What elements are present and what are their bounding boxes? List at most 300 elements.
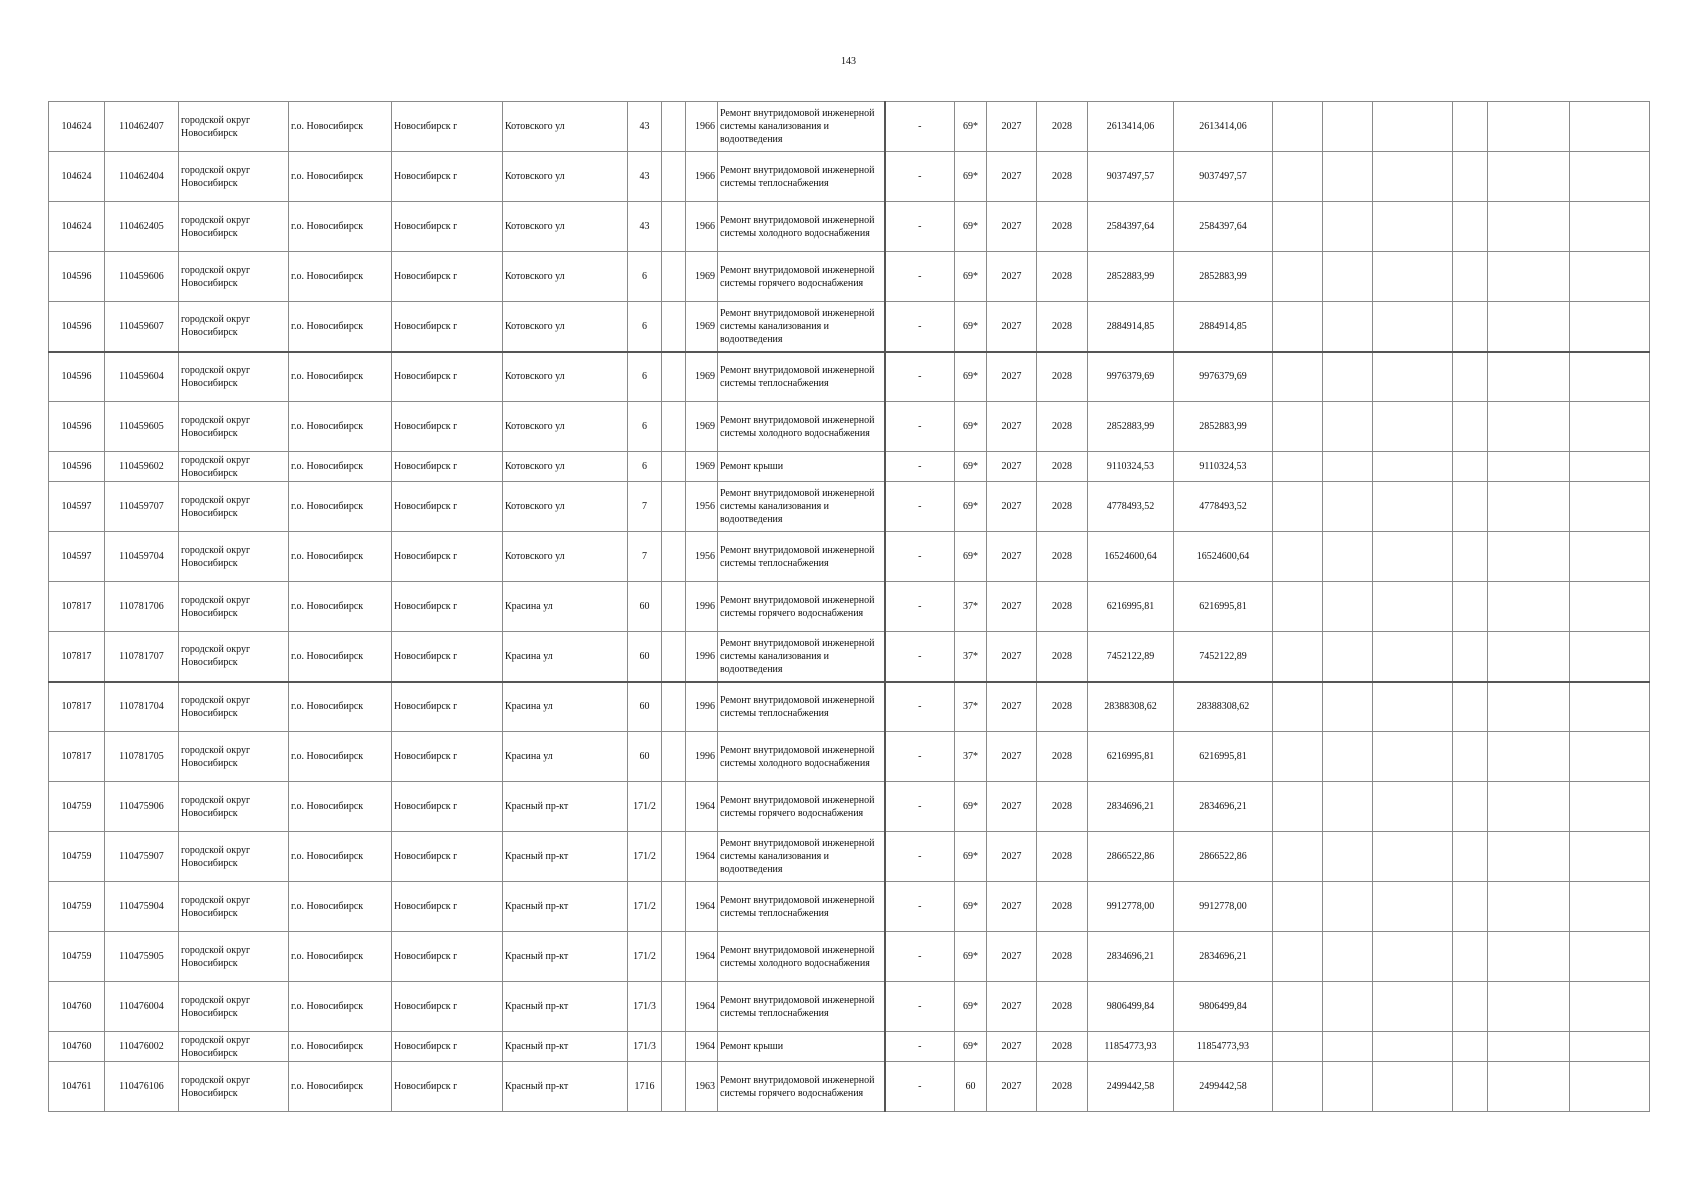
cell-empty — [1273, 402, 1323, 452]
cell-house-id: 104624 — [49, 152, 105, 202]
cell-start-year: 2027 — [987, 732, 1037, 782]
cell-house-number: 171/2 — [628, 932, 662, 982]
cell-empty — [1570, 732, 1650, 782]
cell-house-number: 7 — [628, 482, 662, 532]
cell-empty — [1453, 202, 1488, 252]
cell-empty — [1323, 352, 1373, 402]
cell-house-id: 104759 — [49, 932, 105, 982]
cell-municipal-district: г.о. Новосибирск — [289, 732, 392, 782]
cell-cost: 2852883,99 — [1088, 402, 1174, 452]
cell-cost: 2884914,85 — [1088, 302, 1174, 352]
cell-empty — [1570, 302, 1650, 352]
cell-wear-percent: 37* — [955, 682, 987, 732]
cell-empty — [1488, 1062, 1570, 1112]
cell-empty — [1453, 682, 1488, 732]
cell-end-year: 2028 — [1037, 982, 1088, 1032]
cell-empty — [1373, 152, 1453, 202]
cell-end-year: 2028 — [1037, 1062, 1088, 1112]
cell-house-id: 104624 — [49, 102, 105, 152]
cell-street: Красина ул — [503, 632, 628, 682]
cell-work-id: 110781707 — [105, 632, 179, 682]
cell-build-year: 1964 — [686, 1032, 718, 1062]
cell-end-year: 2028 — [1037, 682, 1088, 732]
cell-work-type: Ремонт внутридомовой инженерной системы холодного водоснабжения — [718, 402, 885, 452]
cell-empty — [1488, 202, 1570, 252]
cell-build-year: 1966 — [686, 202, 718, 252]
cell-wear-percent: 69* — [955, 302, 987, 352]
cell-house-id: 104760 — [49, 1032, 105, 1062]
cell-municipal-district: г.о. Новосибирск — [289, 982, 392, 1032]
cell-end-year: 2028 — [1037, 732, 1088, 782]
cell-municipal-district: г.о. Новосибирск — [289, 532, 392, 582]
cell-work-id: 110459604 — [105, 352, 179, 402]
cell-city: Новосибирск г — [392, 1032, 503, 1062]
cell-empty — [1570, 452, 1650, 482]
cell-street: Красина ул — [503, 582, 628, 632]
cell-work-id: 110781704 — [105, 682, 179, 732]
cell-build-year: 1964 — [686, 832, 718, 882]
cell-empty — [1323, 632, 1373, 682]
cell-empty — [1323, 582, 1373, 632]
cell-work-id: 110475906 — [105, 782, 179, 832]
cell-cost: 2852883,99 — [1088, 252, 1174, 302]
cell-house-id: 104759 — [49, 882, 105, 932]
cell-build-year: 1966 — [686, 152, 718, 202]
cell-empty — [1273, 582, 1323, 632]
table-row — [49, 532, 1650, 582]
cell-municipality: городской округ Новосибирск — [179, 452, 289, 482]
cell-cost: 6216995,81 — [1088, 582, 1174, 632]
cell-street: Котовского ул — [503, 152, 628, 202]
cell-house-id: 104596 — [49, 252, 105, 302]
cell-dash-value: - — [885, 982, 955, 1032]
cell-empty — [1453, 732, 1488, 782]
cell-work-type: Ремонт внутридомовой инженерной системы горячего водоснабжения — [718, 252, 885, 302]
cell-house-number: 6 — [628, 302, 662, 352]
cell-empty — [1273, 532, 1323, 582]
cell-house-id: 104596 — [49, 302, 105, 352]
cell-dash-value: - — [885, 782, 955, 832]
cell-house-number: 43 — [628, 102, 662, 152]
cell-city: Новосибирск г — [392, 352, 503, 402]
cell-city: Новосибирск г — [392, 152, 503, 202]
cell-start-year: 2027 — [987, 452, 1037, 482]
cell-work-id: 110475907 — [105, 832, 179, 882]
cell-empty — [1453, 402, 1488, 452]
cell-build-year: 1996 — [686, 582, 718, 632]
cell-dash-value: - — [885, 682, 955, 732]
cell-house-id: 104596 — [49, 352, 105, 402]
cell-empty — [1570, 632, 1650, 682]
cell-empty — [1570, 782, 1650, 832]
cell-dash-value: - — [885, 582, 955, 632]
cell-empty — [1323, 782, 1373, 832]
cell-empty — [1323, 682, 1373, 732]
cell-empty — [1323, 302, 1373, 352]
cell-street: Красный пр-кт — [503, 1062, 628, 1112]
cell-work-id: 110459605 — [105, 402, 179, 452]
cell-total-cost: 2884914,85 — [1174, 302, 1273, 352]
cell-empty — [1453, 452, 1488, 482]
cell-start-year: 2027 — [987, 102, 1037, 152]
cell-empty — [1570, 252, 1650, 302]
cell-start-year: 2027 — [987, 482, 1037, 532]
cell-empty — [1273, 252, 1323, 302]
cell-building — [662, 882, 686, 932]
cell-empty — [1323, 202, 1373, 252]
cell-wear-percent: 69* — [955, 982, 987, 1032]
cell-building — [662, 982, 686, 1032]
cell-work-id: 110459607 — [105, 302, 179, 352]
cell-house-number: 43 — [628, 202, 662, 252]
cell-cost: 7452122,89 — [1088, 632, 1174, 682]
table-row — [49, 682, 1650, 732]
table-row — [49, 152, 1650, 202]
cell-dash-value: - — [885, 1032, 955, 1062]
cell-empty — [1488, 252, 1570, 302]
cell-street: Котовского ул — [503, 402, 628, 452]
cell-street: Котовского ул — [503, 202, 628, 252]
cell-work-id: 110476002 — [105, 1032, 179, 1062]
cell-start-year: 2027 — [987, 352, 1037, 402]
cell-empty — [1323, 452, 1373, 482]
table-row — [49, 832, 1650, 882]
cell-build-year: 1963 — [686, 1062, 718, 1112]
cell-empty — [1273, 982, 1323, 1032]
cell-empty — [1323, 882, 1373, 932]
cell-wear-percent: 69* — [955, 452, 987, 482]
cell-start-year: 2027 — [987, 532, 1037, 582]
cell-empty — [1373, 682, 1453, 732]
table-row — [49, 1062, 1650, 1112]
cell-empty — [1488, 882, 1570, 932]
cell-empty — [1273, 302, 1323, 352]
cell-build-year: 1966 — [686, 102, 718, 152]
cell-house-number: 171/3 — [628, 982, 662, 1032]
cell-building — [662, 1062, 686, 1112]
cell-build-year: 1969 — [686, 302, 718, 352]
cell-empty — [1323, 982, 1373, 1032]
cell-empty — [1570, 202, 1650, 252]
cell-empty — [1488, 532, 1570, 582]
page-number: 143 — [841, 56, 856, 67]
cell-city: Новосибирск г — [392, 982, 503, 1032]
cell-house-id: 107817 — [49, 732, 105, 782]
cell-building — [662, 202, 686, 252]
cell-empty — [1373, 982, 1453, 1032]
table-row — [49, 102, 1650, 152]
cell-build-year: 1964 — [686, 782, 718, 832]
cell-total-cost: 16524600,64 — [1174, 532, 1273, 582]
cell-cost: 2584397,64 — [1088, 202, 1174, 252]
cell-end-year: 2028 — [1037, 632, 1088, 682]
cell-empty — [1373, 732, 1453, 782]
cell-building — [662, 452, 686, 482]
cell-building — [662, 482, 686, 532]
cell-empty — [1570, 402, 1650, 452]
cell-building — [662, 1032, 686, 1062]
cell-total-cost: 9912778,00 — [1174, 882, 1273, 932]
cell-dash-value: - — [885, 532, 955, 582]
cell-municipal-district: г.о. Новосибирск — [289, 932, 392, 982]
cell-municipality: городской округ Новосибирск — [179, 102, 289, 152]
cell-street: Красный пр-кт — [503, 982, 628, 1032]
cell-total-cost: 2834696,21 — [1174, 782, 1273, 832]
cell-house-id: 104597 — [49, 532, 105, 582]
cell-municipal-district: г.о. Новосибирск — [289, 252, 392, 302]
cell-wear-percent: 69* — [955, 1032, 987, 1062]
cell-total-cost: 9110324,53 — [1174, 452, 1273, 482]
cell-house-id: 107817 — [49, 682, 105, 732]
cell-work-id: 110781706 — [105, 582, 179, 632]
cell-empty — [1453, 252, 1488, 302]
table-row — [49, 252, 1650, 302]
cell-empty — [1373, 1032, 1453, 1062]
cell-empty — [1373, 1062, 1453, 1112]
cell-empty — [1488, 302, 1570, 352]
cell-end-year: 2028 — [1037, 832, 1088, 882]
cell-municipality: городской округ Новосибирск — [179, 1032, 289, 1062]
cell-street: Котовского ул — [503, 452, 628, 482]
cell-empty — [1570, 1032, 1650, 1062]
cell-municipal-district: г.о. Новосибирск — [289, 1062, 392, 1112]
cell-building — [662, 782, 686, 832]
cell-house-id: 104759 — [49, 782, 105, 832]
cell-house-id: 107817 — [49, 582, 105, 632]
cell-start-year: 2027 — [987, 882, 1037, 932]
cell-municipal-district: г.о. Новосибирск — [289, 352, 392, 402]
cell-cost: 9912778,00 — [1088, 882, 1174, 932]
cell-empty — [1488, 632, 1570, 682]
cell-street: Красный пр-кт — [503, 1032, 628, 1062]
cell-build-year: 1956 — [686, 482, 718, 532]
cell-building — [662, 932, 686, 982]
cell-house-id: 104759 — [49, 832, 105, 882]
table-row — [49, 1032, 1650, 1062]
cell-city: Новосибирск г — [392, 1062, 503, 1112]
cell-street: Котовского ул — [503, 482, 628, 532]
cell-municipality: городской округ Новосибирск — [179, 532, 289, 582]
cell-municipal-district: г.о. Новосибирск — [289, 482, 392, 532]
cell-wear-percent: 69* — [955, 252, 987, 302]
cell-cost: 11854773,93 — [1088, 1032, 1174, 1062]
cell-empty — [1273, 1032, 1323, 1062]
cell-work-type: Ремонт внутридомовой инженерной системы теплоснабжения — [718, 152, 885, 202]
cell-municipality: городской округ Новосибирск — [179, 882, 289, 932]
cell-building — [662, 152, 686, 202]
cell-municipal-district: г.о. Новосибирск — [289, 302, 392, 352]
cell-total-cost: 2584397,64 — [1174, 202, 1273, 252]
cell-work-id: 110459704 — [105, 532, 179, 582]
cell-empty — [1570, 482, 1650, 532]
cell-empty — [1453, 482, 1488, 532]
cell-work-type: Ремонт внутридомовой инженерной системы теплоснабжения — [718, 882, 885, 932]
cell-empty — [1323, 1032, 1373, 1062]
cell-empty — [1373, 252, 1453, 302]
cell-empty — [1570, 1062, 1650, 1112]
cell-empty — [1570, 582, 1650, 632]
table-row — [49, 582, 1650, 632]
cell-empty — [1453, 532, 1488, 582]
cell-start-year: 2027 — [987, 402, 1037, 452]
table-row — [49, 482, 1650, 532]
cell-building — [662, 532, 686, 582]
cell-municipality: городской округ Новосибирск — [179, 202, 289, 252]
cell-total-cost: 7452122,89 — [1174, 632, 1273, 682]
cell-end-year: 2028 — [1037, 932, 1088, 982]
cell-empty — [1453, 1032, 1488, 1062]
cell-house-number: 6 — [628, 352, 662, 402]
cell-work-type: Ремонт внутридомовой инженерной системы теплоснабжения — [718, 682, 885, 732]
cell-building — [662, 832, 686, 882]
cell-municipal-district: г.о. Новосибирск — [289, 152, 392, 202]
cell-city: Новосибирск г — [392, 302, 503, 352]
cell-city: Новосибирск г — [392, 402, 503, 452]
cell-wear-percent: 69* — [955, 532, 987, 582]
cell-empty — [1323, 152, 1373, 202]
cell-wear-percent: 69* — [955, 882, 987, 932]
cell-cost: 2866522,86 — [1088, 832, 1174, 882]
cell-building — [662, 582, 686, 632]
cell-dash-value: - — [885, 932, 955, 982]
cell-street: Красный пр-кт — [503, 882, 628, 932]
cell-empty — [1488, 102, 1570, 152]
cell-empty — [1273, 102, 1323, 152]
cell-empty — [1273, 732, 1323, 782]
cell-empty — [1373, 582, 1453, 632]
cell-municipality: городской округ Новосибирск — [179, 832, 289, 882]
cell-empty — [1373, 832, 1453, 882]
cell-house-id: 104596 — [49, 452, 105, 482]
cell-street: Красный пр-кт — [503, 932, 628, 982]
cell-empty — [1570, 352, 1650, 402]
cell-municipal-district: г.о. Новосибирск — [289, 832, 392, 882]
cell-empty — [1373, 882, 1453, 932]
cell-start-year: 2027 — [987, 1032, 1037, 1062]
cell-total-cost: 11854773,93 — [1174, 1032, 1273, 1062]
cell-empty — [1488, 982, 1570, 1032]
cell-dash-value: - — [885, 452, 955, 482]
cell-city: Новосибирск г — [392, 632, 503, 682]
cell-empty — [1488, 582, 1570, 632]
table-row — [49, 402, 1650, 452]
table-row — [49, 202, 1650, 252]
cell-empty — [1273, 152, 1323, 202]
cell-total-cost: 6216995,81 — [1174, 732, 1273, 782]
cell-dash-value: - — [885, 152, 955, 202]
cell-work-type: Ремонт внутридомовой инженерной системы канализования и водоотведения — [718, 482, 885, 532]
cell-municipality: городской округ Новосибирск — [179, 302, 289, 352]
cell-work-id: 110459602 — [105, 452, 179, 482]
cell-work-id: 110781705 — [105, 732, 179, 782]
cell-municipal-district: г.о. Новосибирск — [289, 202, 392, 252]
cell-city: Новосибирск г — [392, 882, 503, 932]
cell-empty — [1488, 782, 1570, 832]
table-row — [49, 982, 1650, 1032]
cell-cost: 9037497,57 — [1088, 152, 1174, 202]
cell-wear-percent: 69* — [955, 932, 987, 982]
cell-build-year: 1969 — [686, 402, 718, 452]
cell-end-year: 2028 — [1037, 782, 1088, 832]
cell-house-id: 104761 — [49, 1062, 105, 1112]
cell-empty — [1570, 832, 1650, 882]
cell-build-year: 1964 — [686, 932, 718, 982]
cell-end-year: 2028 — [1037, 352, 1088, 402]
cell-empty — [1570, 152, 1650, 202]
cell-total-cost: 9037497,57 — [1174, 152, 1273, 202]
cell-work-type: Ремонт внутридомовой инженерной системы канализования и водоотведения — [718, 632, 885, 682]
cell-street: Котовского ул — [503, 302, 628, 352]
cell-empty — [1323, 532, 1373, 582]
cell-work-id: 110475904 — [105, 882, 179, 932]
cell-house-id: 104596 — [49, 402, 105, 452]
cell-work-id: 110459707 — [105, 482, 179, 532]
cell-work-id: 110476004 — [105, 982, 179, 1032]
cell-wear-percent: 69* — [955, 202, 987, 252]
cell-empty — [1453, 1062, 1488, 1112]
cell-municipality: городской округ Новосибирск — [179, 732, 289, 782]
cell-empty — [1570, 932, 1650, 982]
cell-wear-percent: 69* — [955, 782, 987, 832]
cell-start-year: 2027 — [987, 302, 1037, 352]
cell-end-year: 2028 — [1037, 252, 1088, 302]
cell-cost: 16524600,64 — [1088, 532, 1174, 582]
cell-start-year: 2027 — [987, 682, 1037, 732]
cell-wear-percent: 37* — [955, 582, 987, 632]
cell-municipal-district: г.о. Новосибирск — [289, 882, 392, 932]
cell-empty — [1570, 982, 1650, 1032]
cell-work-id: 110459606 — [105, 252, 179, 302]
cell-house-number: 6 — [628, 252, 662, 302]
cell-municipality: городской округ Новосибирск — [179, 352, 289, 402]
cell-total-cost: 2866522,86 — [1174, 832, 1273, 882]
cell-work-type: Ремонт внутридомовой инженерной системы канализования и водоотведения — [718, 302, 885, 352]
cell-empty — [1273, 782, 1323, 832]
cell-empty — [1323, 102, 1373, 152]
cell-total-cost: 2834696,21 — [1174, 932, 1273, 982]
cell-wear-percent: 69* — [955, 152, 987, 202]
cell-city: Новосибирск г — [392, 932, 503, 982]
cell-municipality: городской округ Новосибирск — [179, 682, 289, 732]
cell-dash-value: - — [885, 302, 955, 352]
cell-cost: 6216995,81 — [1088, 732, 1174, 782]
cell-street: Котовского ул — [503, 252, 628, 302]
cell-work-type: Ремонт крыши — [718, 452, 885, 482]
cell-empty — [1488, 452, 1570, 482]
cell-street: Красный пр-кт — [503, 832, 628, 882]
cell-end-year: 2028 — [1037, 1032, 1088, 1062]
cell-municipality: городской округ Новосибирск — [179, 982, 289, 1032]
cell-work-id: 110475905 — [105, 932, 179, 982]
cell-street: Красный пр-кт — [503, 782, 628, 832]
cell-end-year: 2028 — [1037, 882, 1088, 932]
cell-city: Новосибирск г — [392, 482, 503, 532]
cell-building — [662, 302, 686, 352]
cell-end-year: 2028 — [1037, 402, 1088, 452]
cell-start-year: 2027 — [987, 932, 1037, 982]
cell-municipal-district: г.о. Новосибирск — [289, 582, 392, 632]
cell-house-id: 107817 — [49, 632, 105, 682]
cell-work-type: Ремонт крыши — [718, 1032, 885, 1062]
cell-work-type: Ремонт внутридомовой инженерной системы холодного водоснабжения — [718, 202, 885, 252]
cell-empty — [1373, 632, 1453, 682]
cell-empty — [1488, 482, 1570, 532]
cell-total-cost: 28388308,62 — [1174, 682, 1273, 732]
cell-start-year: 2027 — [987, 982, 1037, 1032]
cell-empty — [1453, 882, 1488, 932]
table-row — [49, 632, 1650, 682]
cell-cost: 2613414,06 — [1088, 102, 1174, 152]
